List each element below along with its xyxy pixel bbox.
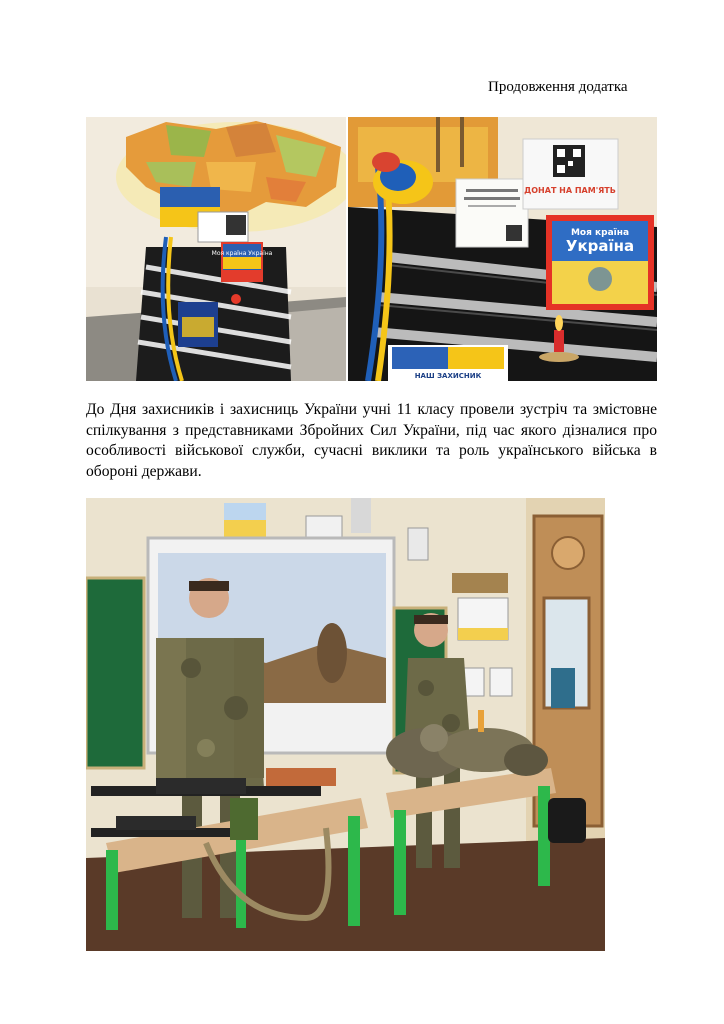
right-book-title-small: Моя країна	[570, 228, 630, 238]
header-note: Продовження додатка	[488, 79, 628, 95]
body-paragraph: До Дня захисників і захисниць України учні 11 класу провели зустріч та змістовне спілкування з представниками Збройних Сил України, під час якого дізналися про особливості військової служби, сучасні виклики та роль українського війська в обороні держави.	[86, 401, 657, 480]
memorial-display-photo-left	[86, 117, 346, 381]
classroom-meeting-photo	[86, 498, 605, 951]
memorial-display-photo-right	[348, 117, 657, 381]
right-book2-title: НАШ ЗАХИСНИК	[414, 372, 482, 380]
donate-label: ДОНАТ НА ПАМ'ЯТЬ	[524, 186, 616, 195]
right-book-title-large: Україна	[565, 237, 635, 255]
left-book-title: Моя країна Україна	[211, 250, 273, 257]
